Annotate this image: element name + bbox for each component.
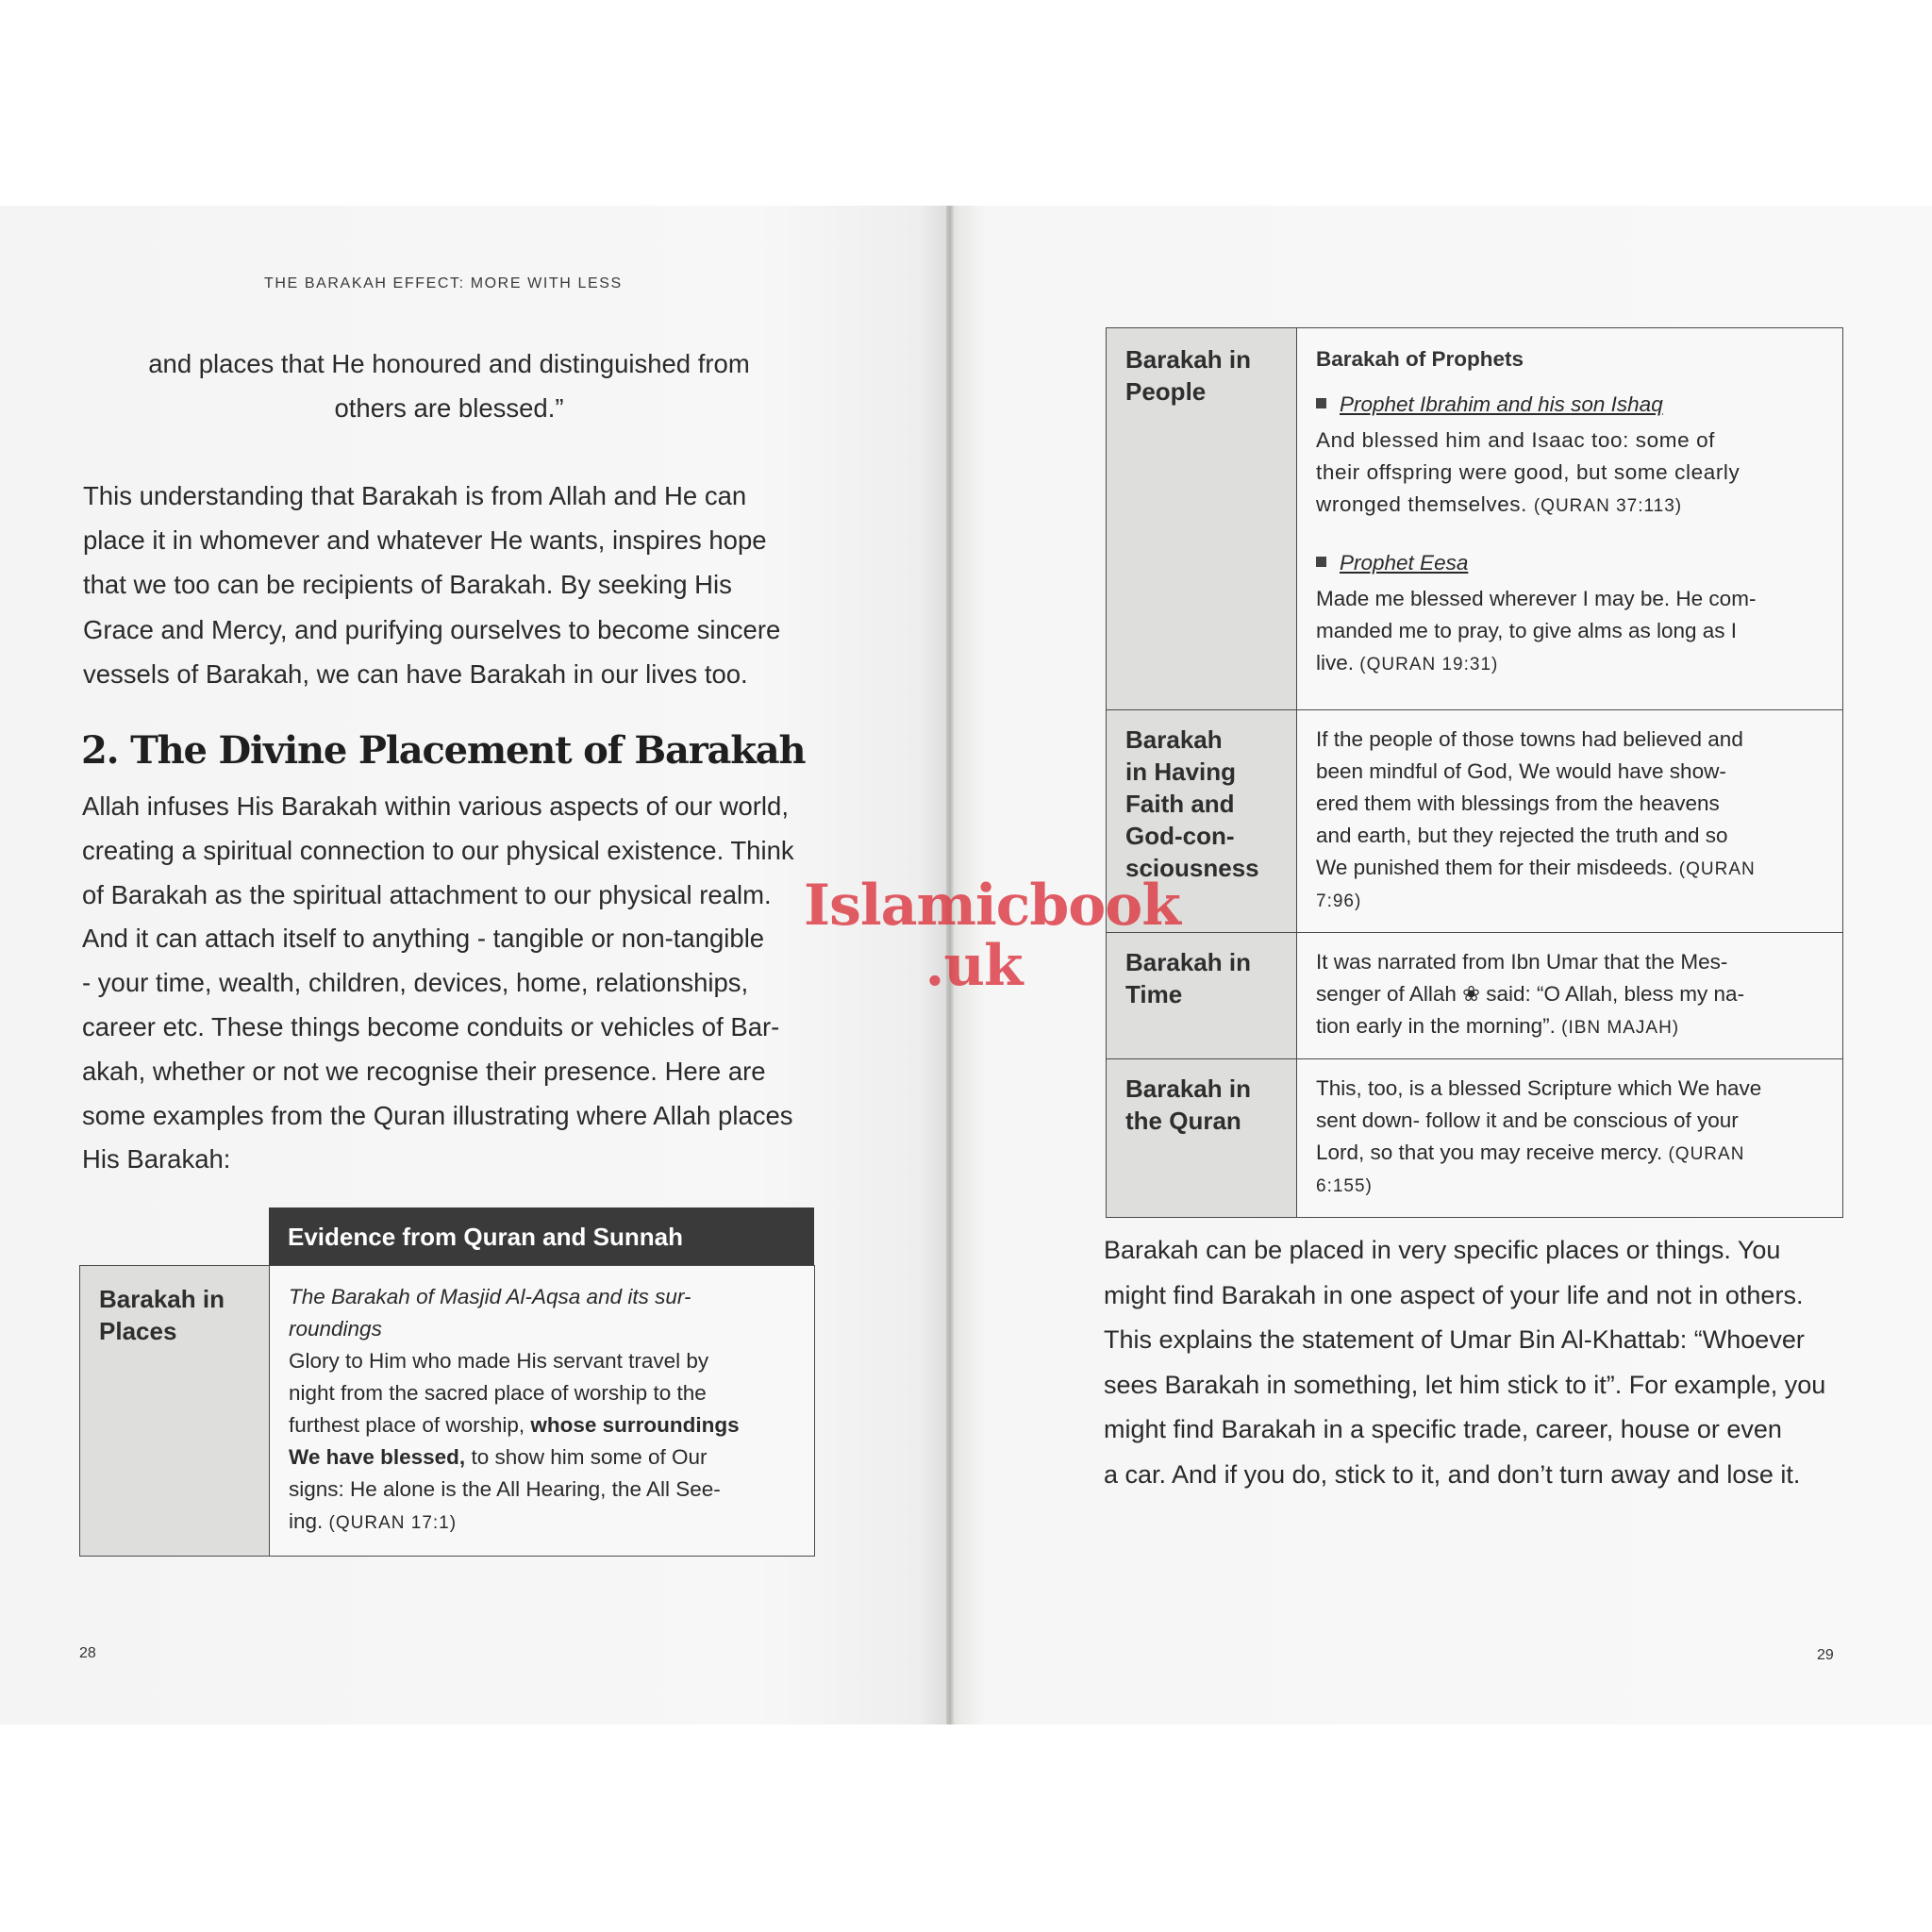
quran-reference: (QURAN 19:31)	[1359, 655, 1499, 675]
text-line: been mindful of God, We would have show-	[1316, 759, 1726, 783]
bullet-label: Prophet Ibrahim and his son Ishaq	[1340, 392, 1663, 416]
text-line	[1316, 489, 1824, 523]
evidence-line: Glory to Him who made His servant travel by	[289, 1349, 709, 1373]
text-line	[1316, 647, 1824, 681]
quote-text	[81, 341, 817, 430]
barakah-table	[1106, 327, 1843, 1218]
paragraph-line: a car. And if you do, stick to it, and don’t turn away and lose it.	[1104, 1459, 1801, 1489]
category-line: the Quran	[1125, 1107, 1241, 1135]
category-line: God-con-	[1125, 822, 1235, 850]
paragraph-line: This explains the statement of Umar Bin Al-Khattab: “Whoever	[1104, 1325, 1805, 1354]
bullet-text	[1316, 583, 1824, 681]
watermark-line: Islamicbook	[804, 873, 1180, 939]
paragraph-line: vessels of Barakah, we can have Barakah in our lives too.	[83, 658, 748, 689]
paragraph-line: place it in whomever and whatever He wants, inspires hope	[83, 525, 767, 556]
quran-reference: 7:96)	[1316, 891, 1362, 911]
text-line: And blessed him and Isaac too: some of	[1316, 428, 1716, 452]
table-row-faith	[1107, 709, 1842, 933]
quote-line: and places that He honoured and distinguished from	[148, 349, 750, 378]
paragraph-line: might find Barakah in one aspect of your life and not in others.	[1104, 1280, 1804, 1309]
paragraph-line: sees Barakah in something, let him stick to it”. For example, you	[1104, 1370, 1826, 1399]
category-cell	[1107, 328, 1297, 709]
square-bullet-icon	[1316, 557, 1326, 567]
text-span: tion early in the morning”.	[1316, 1014, 1562, 1038]
category-line: Barakah in	[1125, 948, 1251, 976]
cell-title: Barakah of Prophets	[1316, 347, 1524, 371]
paragraph-3	[1104, 1228, 1887, 1497]
category-line: Faith and	[1125, 790, 1235, 818]
evidence-line	[289, 1506, 795, 1540]
paragraph-line: some examples from the Quran illustrating where Allah places	[82, 1100, 793, 1130]
quran-reference: (QURAN 37:113)	[1533, 496, 1683, 516]
evidence-title: The Barakah of Masjid Al-Aqsa and its sur-	[289, 1285, 691, 1308]
paragraph-line: - your time, wealth, children, devices, home, relationships,	[82, 968, 749, 998]
table-row	[80, 1266, 814, 1556]
paragraph-line: career etc. These things become conduits or vehicles of Bar-	[82, 1011, 780, 1041]
paragraph-line: creating a spiritual connection to our physical existence. Think	[82, 835, 794, 865]
evidence-cell	[270, 1266, 814, 1556]
quran-reference: (QURAN	[1678, 859, 1756, 879]
quran-reference: (QURAN	[1668, 1144, 1745, 1164]
text-span: We punished them for their misdeeds.	[1316, 856, 1679, 879]
paragraph-line: Grace and Mercy, and purifying ourselves to become sincere	[83, 614, 781, 644]
evidence-cell	[1297, 328, 1842, 709]
table-row-quran	[1107, 1058, 1842, 1217]
evidence-cell	[1297, 1059, 1842, 1217]
text-line: It was narrated from Ibn Umar that the Mes-	[1316, 950, 1728, 974]
category-line: Barakah in	[99, 1285, 225, 1313]
text-line: manded me to pray, to give alms as long as I	[1316, 619, 1738, 642]
category-line: Barakah in	[1125, 345, 1251, 374]
square-bullet-icon	[1316, 398, 1326, 408]
evidence-line	[289, 1409, 795, 1441]
evidence-text: furthest place of worship,	[289, 1413, 531, 1437]
evidence-text: ing.	[289, 1509, 329, 1533]
evidence-line: signs: He alone is the All Hearing, the All See-	[289, 1477, 721, 1501]
paragraph-line: Allah infuses His Barakah within various aspects of our world,	[82, 791, 789, 821]
paragraph-line: might find Barakah in a specific trade, career, house or even	[1104, 1415, 1782, 1443]
text-line: sent down- follow it and be conscious of your	[1316, 1108, 1739, 1132]
text-line: ered them with blessings from the heavens	[1316, 791, 1720, 815]
evidence-line	[289, 1441, 795, 1474]
section-heading: 2. The Divine Placement of Barakah	[81, 728, 806, 773]
paragraph-line: of Barakah as the spiritual attachment to our physical realm.	[82, 879, 772, 909]
paragraph-line: Barakah can be placed in very specific places or things. You	[1104, 1236, 1781, 1264]
category-line: Time	[1125, 980, 1183, 1008]
text-line: and earth, but they rejected the truth and so	[1316, 824, 1728, 847]
text-span: wronged themselves.	[1316, 492, 1534, 516]
evidence-title: roundings	[289, 1317, 382, 1341]
paragraph-1	[83, 474, 838, 696]
bullet-label: Prophet Eesa	[1340, 551, 1469, 575]
text-span: Lord, so that you may receive mercy.	[1316, 1141, 1669, 1164]
text-line: senger of Allah ❀ said: “O Allah, bless my na-	[1316, 982, 1745, 1006]
paragraph-line: His Barakah:	[82, 1144, 231, 1174]
category-line: sciousness	[1125, 854, 1259, 882]
evidence-table	[79, 1265, 815, 1557]
quran-reference: (QURAN 17:1)	[328, 1513, 458, 1533]
hadith-reference: (IBN MAJAH)	[1561, 1018, 1680, 1038]
category-line: Barakah in	[1125, 1074, 1251, 1103]
category-line: in Having	[1125, 758, 1237, 786]
paragraph-2	[82, 785, 837, 1182]
table-row-time	[1107, 932, 1842, 1059]
bullet-item	[1316, 389, 1824, 421]
page-number-left: 28	[79, 1645, 96, 1661]
running-head: THE BARAKAH EFFECT: MORE WITH LESS	[264, 275, 623, 291]
evidence-cell	[1297, 933, 1842, 1059]
evidence-table-header: Evidence from Quran and Sunnah	[269, 1208, 814, 1266]
category-line: Barakah	[1125, 725, 1223, 754]
text-line: Made me blessed wherever I may be. He com-	[1316, 587, 1757, 610]
table-row-people	[1107, 328, 1842, 709]
category-line: People	[1125, 377, 1207, 406]
category-line: Places	[99, 1317, 177, 1345]
evidence-emphasis: whose surroundings	[530, 1413, 740, 1437]
evidence-text: to show him some of Our	[465, 1445, 708, 1469]
page-number-right: 29	[1817, 1647, 1834, 1663]
bullet-item	[1316, 547, 1824, 579]
category-cell	[1107, 1059, 1297, 1217]
text-line	[1316, 852, 1824, 886]
category-cell	[80, 1266, 270, 1556]
text-line	[1316, 1010, 1824, 1044]
paragraph-line: akah, whether or not we recognise their presence. Here are	[82, 1056, 766, 1086]
evidence-emphasis: We have blessed,	[289, 1445, 466, 1469]
text-line: This, too, is a blessed Scripture which We have	[1316, 1076, 1762, 1100]
quran-reference: 6:155)	[1316, 1176, 1373, 1196]
text-span: live.	[1316, 651, 1360, 675]
text-line: If the people of those towns had believed and	[1316, 727, 1743, 751]
quote-line: others are blessed.”	[334, 393, 564, 423]
evidence-cell	[1297, 710, 1842, 933]
paragraph-line: And it can attach itself to anything - tangible or non-tangible	[82, 924, 765, 954]
evidence-line: night from the sacred place of worship to the	[289, 1381, 707, 1405]
text-line: their offspring were good, but some clearly	[1316, 460, 1740, 484]
watermark-line: .uk	[924, 933, 1023, 999]
paragraph-line: that we too can be recipients of Barakah. By seeking His	[83, 570, 732, 600]
text-line	[1316, 1137, 1824, 1171]
bullet-text	[1316, 425, 1824, 523]
paragraph-line: This understanding that Barakah is from Allah and He can	[83, 481, 747, 510]
